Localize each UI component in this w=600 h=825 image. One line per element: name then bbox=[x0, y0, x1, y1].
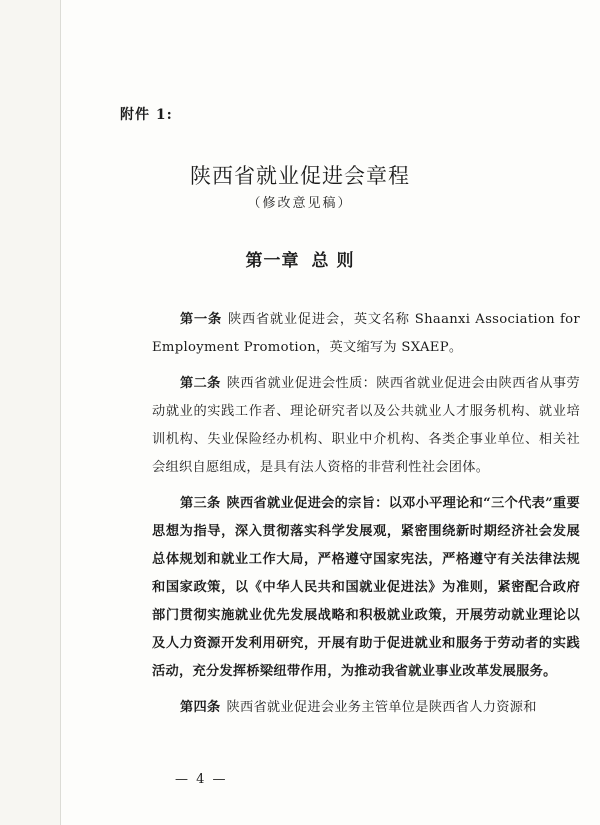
article-2 bbox=[152, 370, 580, 482]
chapter-title bbox=[0, 246, 600, 271]
document-subtitle: （修改意见稿） bbox=[247, 196, 353, 211]
article-text: 陕西省就业促进会，英文名称 Shaanxi Association for Employment Promotion，英文缩写为 SXAEP。 bbox=[152, 312, 580, 355]
article-text: 陕西省就业促进会性质：陕西省就业促进会由陕西省从事劳动就业的实践工作者、理论研究者以及公共就业人才服务机构、就业培训机构、失业保险经办机构、职业中介机构、各类企事业单位、相关社会组织自愿组成，是具有法人资格的非营利性社会团体。 bbox=[152, 376, 580, 475]
article-text: 陕西省就业促进会的宗旨：以邓小平理论和“三个代表”重要思想为指导，深入贯彻落实科学发展观，紧密围绕新时期经济社会发展总体规划和就业工作大局，严格遵守国家宪法，严格遵守有关法律法规和国家政策，以《中华人民共和国就业促进法》为准则，紧密配合政府部门贯彻实施就业优先发展战略和积极就业政策，开展劳动就业理论以及人力资源开发利用研究，开展有助于促进就业和服务于劳动者的实践活动，充分发挥桥梁纽带作用，为推动我省就业事业改革发展服务。 bbox=[152, 496, 580, 679]
chapter-name: 总 则 bbox=[311, 251, 355, 271]
chapter-number: 第一章 bbox=[245, 251, 300, 271]
article-label: 第三条 bbox=[180, 496, 221, 511]
article-3 bbox=[152, 490, 580, 686]
article-label: 第二条 bbox=[180, 376, 221, 391]
article-label: 第四条 bbox=[180, 700, 221, 715]
article-1 bbox=[152, 306, 580, 362]
document-title: 陕西省就业促进会章程 bbox=[190, 164, 410, 188]
page-number: — 4 — bbox=[175, 772, 228, 787]
attachment-label: 附件 1: bbox=[120, 107, 173, 123]
article-label: 第一条 bbox=[180, 312, 222, 327]
article-4 bbox=[152, 694, 580, 722]
document-body bbox=[152, 306, 580, 730]
article-text: 陕西省就业促进会业务主管单位是陕西省人力资源和 bbox=[226, 700, 537, 715]
